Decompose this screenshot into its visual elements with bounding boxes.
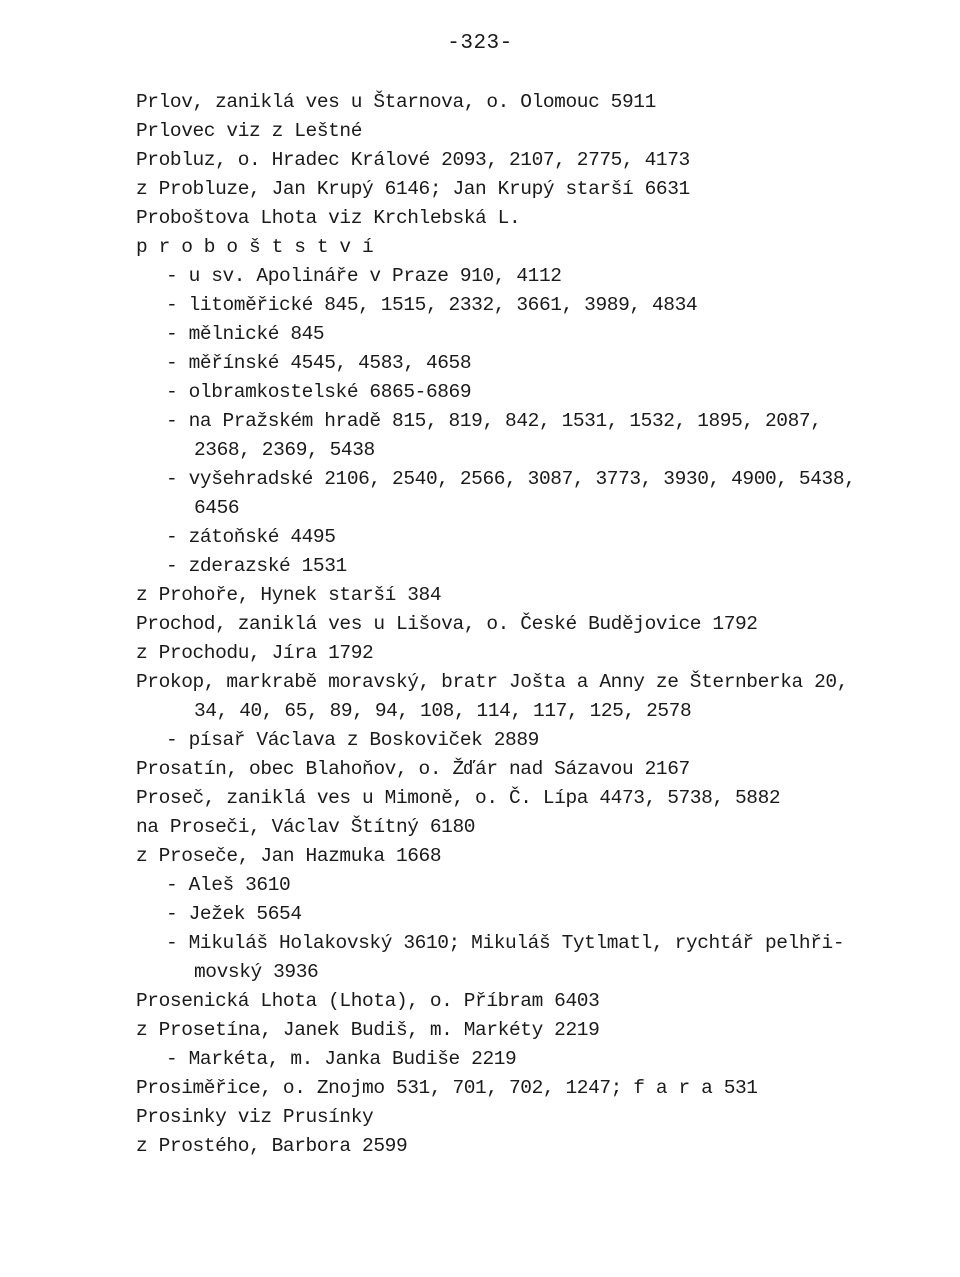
- index-entry: Prosatín, obec Blahoňov, o. Žďár nad Sázavou 2167: [136, 758, 690, 780]
- index-subentry: 34, 40, 65, 89, 94, 108, 114, 117, 125, 2578: [194, 700, 692, 722]
- index-entry: Prosinky viz Prusínky: [136, 1106, 374, 1128]
- index-entry: z Prohoře, Hynek starší 384: [136, 584, 442, 606]
- index-entry: z Prostého, Barbora 2599: [136, 1135, 408, 1157]
- index-entry: z Probluze, Jan Krupý 6146; Jan Krupý starší 6631: [136, 178, 690, 200]
- index-entry: p r o b o š t s t v í: [136, 236, 374, 258]
- index-subentry: movský 3936: [194, 961, 319, 983]
- index-entry: z Proseče, Jan Hazmuka 1668: [136, 845, 442, 867]
- index-subentry: - olbramkostelské 6865-6869: [166, 381, 472, 403]
- index-subentry: - litoměřické 845, 1515, 2332, 3661, 3989, 4834: [166, 294, 698, 316]
- index-subentry: - Markéta, m. Janka Budiše 2219: [166, 1048, 517, 1070]
- index-subentry: 6456: [194, 497, 240, 519]
- index-subentry: - písař Václava z Boskoviček 2889: [166, 729, 539, 751]
- index-entry: Probluz, o. Hradec Králové 2093, 2107, 2775, 4173: [136, 149, 690, 171]
- index-subentry: - Ježek 5654: [166, 903, 302, 925]
- index-subentry: - Mikuláš Holakovský 3610; Mikuláš Tytlmatl, rychtář pelhři-: [166, 932, 845, 954]
- index-entry: Prosenická Lhota (Lhota), o. Příbram 6403: [136, 990, 600, 1012]
- index-entry: z Prochodu, Jíra 1792: [136, 642, 374, 664]
- index-subentry: - Aleš 3610: [166, 874, 291, 896]
- index-entry: Prokop, markrabě moravský, bratr Jošta a Anny ze Šternberka 20,: [136, 671, 849, 693]
- index-entry: Prlov, zaniklá ves u Štarnova, o. Olomouc 5911: [136, 91, 656, 113]
- index-entry: na Proseči, Václav Štítný 6180: [136, 816, 476, 838]
- index-entry: Proboštova Lhota viz Krchlebská L.: [136, 207, 521, 229]
- index-subentry: - u sv. Apolináře v Praze 910, 4112: [166, 265, 562, 287]
- index-subentry: - zderazské 1531: [166, 555, 347, 577]
- index-entry: Prosiměřice, o. Znojmo 531, 701, 702, 1247; f a r a 531: [136, 1077, 758, 1099]
- index-subentry: - měřínské 4545, 4583, 4658: [166, 352, 472, 374]
- index-entry: z Prosetína, Janek Budiš, m. Markéty 2219: [136, 1019, 600, 1041]
- index-subentry: - vyšehradské 2106, 2540, 2566, 3087, 3773, 3930, 4900, 5438,: [166, 468, 856, 490]
- index-subentry: 2368, 2369, 5438: [194, 439, 375, 461]
- page-number: -323-: [447, 32, 513, 55]
- index-subentry: - zátoňské 4495: [166, 526, 336, 548]
- index-entry: Prochod, zaniklá ves u Lišova, o. České Budějovice 1792: [136, 613, 758, 635]
- index-entries: [136, 88, 926, 1161]
- index-entry: Prlovec viz z Leštné: [136, 120, 363, 142]
- index-subentry: - mělnické 845: [166, 323, 325, 345]
- index-entry: Proseč, zaniklá ves u Mimoně, o. Č. Lípa 4473, 5738, 5882: [136, 787, 781, 809]
- index-subentry: - na Pražském hradě 815, 819, 842, 1531, 1532, 1895, 2087,: [166, 410, 822, 432]
